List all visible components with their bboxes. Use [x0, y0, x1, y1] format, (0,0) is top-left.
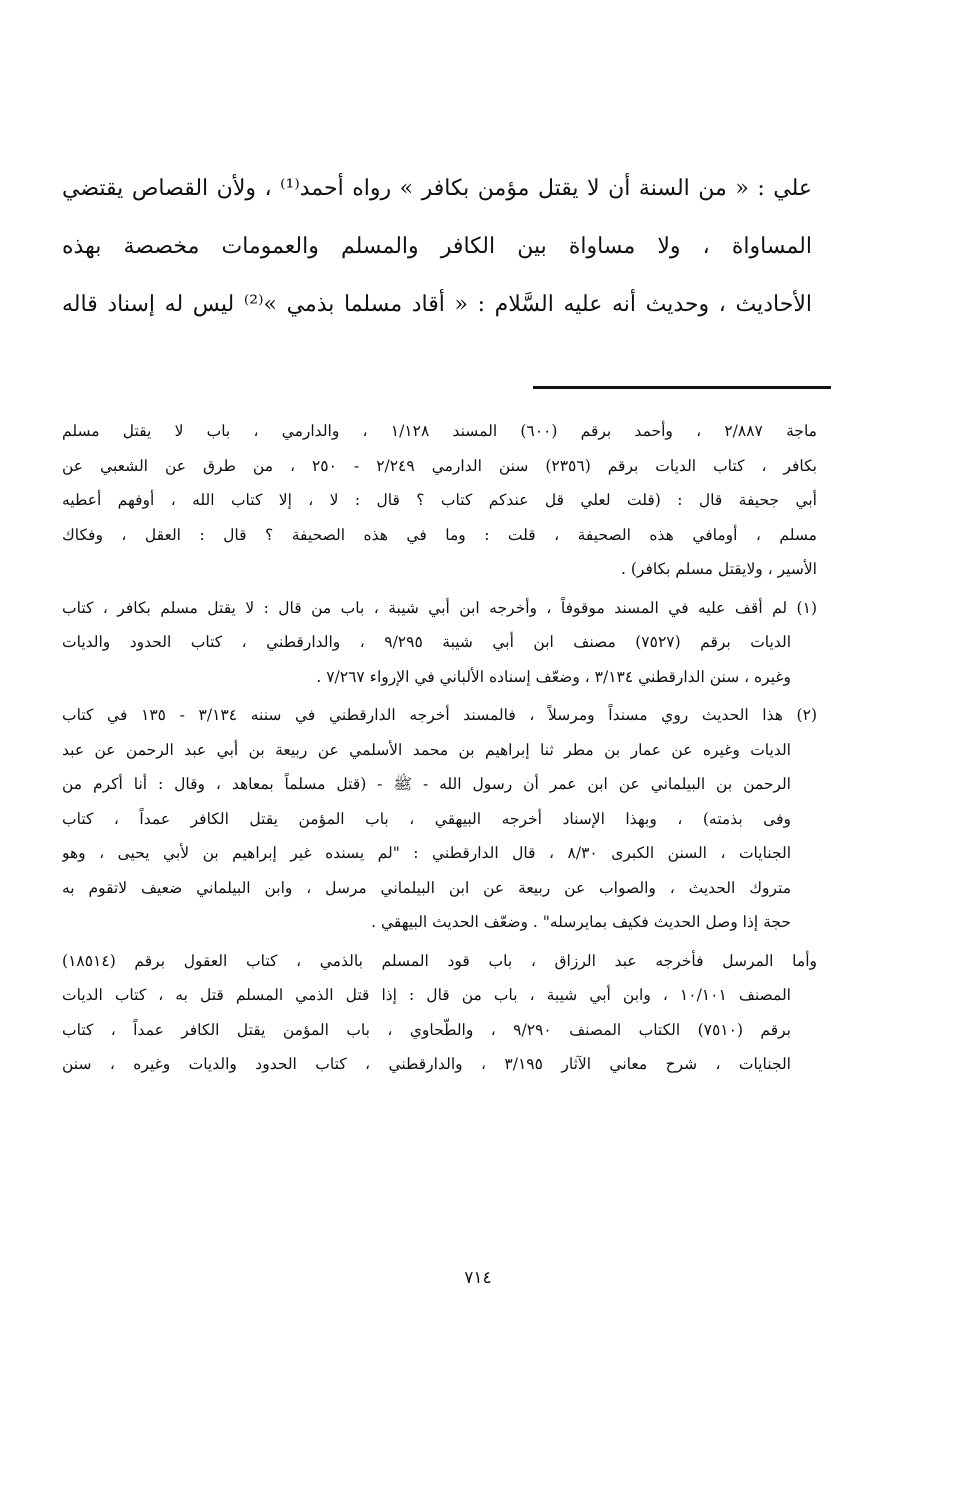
- footnote-continuation: [62, 414, 817, 587]
- main-text-line: الأحاديث ، وحديث أنه عليه السَّلام : « أقاد مسلما بذمي »⁽²⁾ ليس له إسناد قاله: [62, 292, 812, 317]
- footnote-line: الديات وغيره عن عمار بن مطر ثنا إبراهيم بن محمد الأسلمي عن ربيعة بن أبي عبد الرحمن عن عبد: [62, 740, 791, 759]
- footnotes-section: [62, 414, 817, 1086]
- footnote-line: متروك الحديث ، والصواب عن ربيعة عن ابن البيلماني مرسل ، وابن البيلماني ضعيف لاتقوم به: [62, 878, 791, 897]
- footnote-line: الديات برقم (٧٥٢٧) مصنف ابن أبي شيبة ٩/٢٩٥ ، والدارقطني ، كتاب الحدود والديات: [62, 633, 791, 651]
- footnote-line: وغيره ، سنن الدارقطني ٣/١٣٤ ، وضعّف إسناده الألباني في الإرواء ٧/٢٦٧ .: [316, 667, 791, 686]
- footnote-line: الأسير ، ولايقتل مسلم بكافر) .: [620, 560, 817, 578]
- footnote-1: [62, 591, 817, 695]
- footnote-line: الرحمن بن البيلماني عن ابن عمر أن رسول الله - ﷺ - (قتل مسلماً بمعاهد ، وقال : أنا أكرم من: [62, 775, 791, 793]
- footnote-line: وفى بذمته) ، وبهذا الإسناد أخرجه البيهقي ، باب المؤمن يقتل الكافر عمداً ، كتاب: [62, 809, 791, 828]
- footnote-line: أبي جحيفة قال : (قلت لعلي قل عندكم كتاب ؟ قال : لا ، إلا كتاب الله ، أوفهم أعطيه: [62, 491, 817, 509]
- page-number: ٧١٤: [464, 1268, 492, 1288]
- footnote-line: برقم (٧٥١٠) الكتاب المصنف ٩/٢٩٠ ، والطّحاوي ، باب المؤمن يقتل الكافر عمداً ، كتاب: [62, 1020, 791, 1039]
- footnote-line: (٢) هذا الحديث روي مسنداً ومرسلاً ، فالمسند أخرجه الدارقطني في سننه ٣/١٣٤ - ١٣٥ في كتاب: [62, 706, 817, 724]
- footnote-2-mursal: [62, 944, 817, 1082]
- main-text-line: المساواة ، ولا مساواة بين الكافر والمسلم والعمومات مخصصة بهذه: [62, 234, 812, 259]
- footnote-line: الجنايات ، السنن الكبرى ٨/٣٠ ، قال الدارقطني : "لم يسنده غير إبراهيم بن لأبي يحيى ، وهو: [62, 844, 792, 862]
- main-text-block: [62, 160, 812, 334]
- footnote-line: (١) لم أقف عليه في المسند موقوفاً ، وأخرجه ابن أبي شيبة ، باب من قال : لا يقتل مسلم بكافر ، كتاب: [62, 598, 817, 617]
- main-text-line: علي : « من السنة أن لا يقتل مؤمن بكافر » رواه أحمد⁽¹⁾ ، ولأن القصاص يقتضي: [62, 176, 812, 201]
- footnote-line: المصنف ١٠/١٠١ ، وابن أبي شيبة ، باب من قال : إذا قتل الذمي المسلم قتل به ، كتاب الديات: [62, 986, 791, 1004]
- footnote-line: بكافر ، كتاب الديات برقم (٢٣٥٦) سنن الدارمي ٢/٢٤٩ - ٢٥٠ ، من طرق عن الشعبي عن: [62, 456, 817, 475]
- footnote-divider: [533, 386, 831, 389]
- footnote-line: ماجة ٢/٨٨٧ ، وأحمد برقم (٦٠٠) المسند ١/١٢٨ ، والدارمي ، باب لا يقتل مسلم: [62, 422, 817, 440]
- footnote-line: وأما المرسل فأخرجه عبد الرزاق ، باب قود المسلم بالذمي ، كتاب العقول برقم (١٨٥١٤): [62, 951, 817, 970]
- footnote-line: الجنايات ، شرح معاني الآثار ٣/١٩٥ ، والدارقطني ، كتاب الحدود والديات وغيره ، سنن: [62, 1055, 791, 1073]
- footnote-line: مسلم ، أومافي هذه الصحيفة ، قلت : وما في هذه الصحيفة ؟ قال : العقل ، وفكاك: [62, 525, 817, 544]
- footnote-line: حجة إذا وصل الحديث فكيف بمايرسله" . وضعّف الحديث البيهقي .: [371, 913, 791, 931]
- footnote-2: [62, 698, 817, 940]
